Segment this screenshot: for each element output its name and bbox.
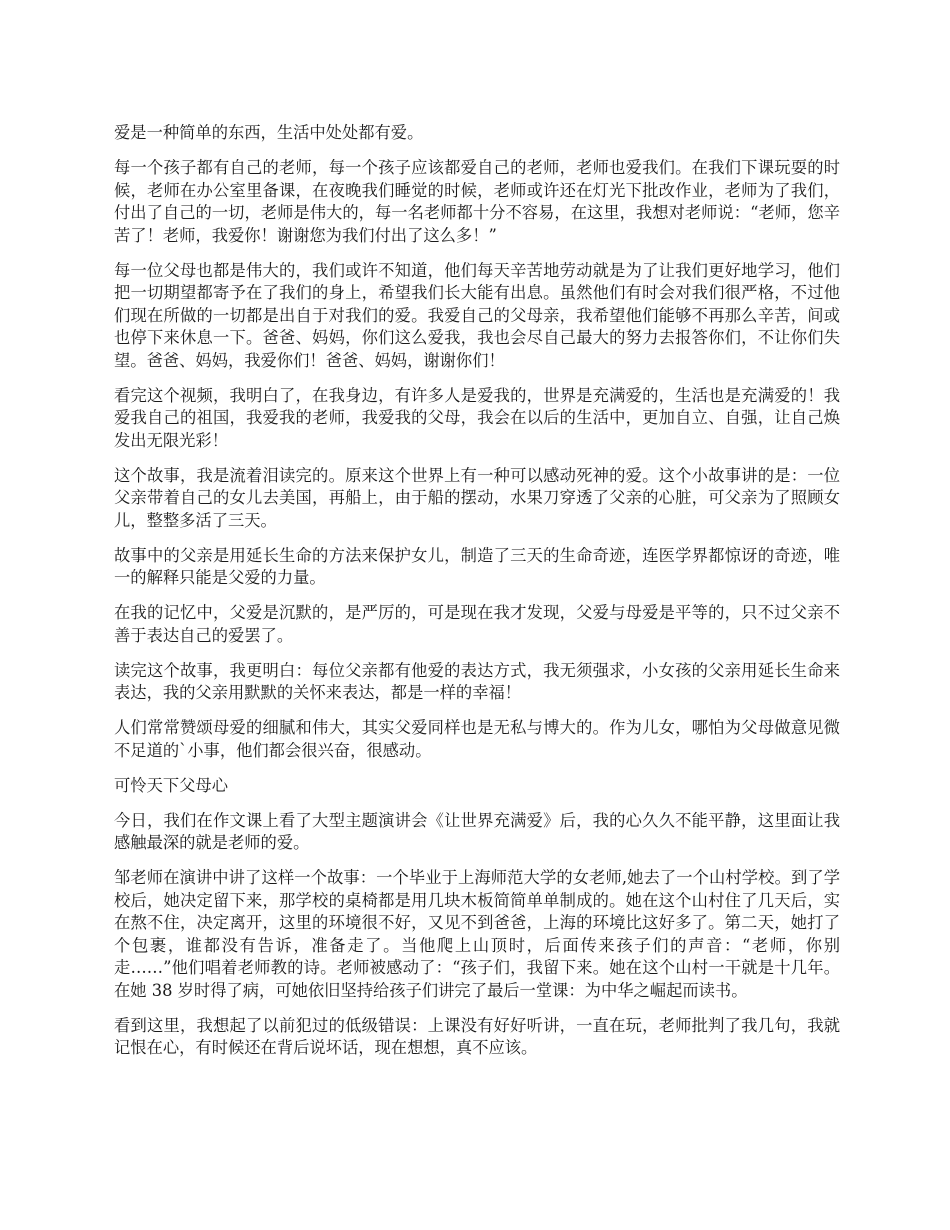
paragraph-village-teacher: 邹老师在演讲中讲了这样一个故事：一个毕业于上海师范大学的女老师,她去了一个山村学校。到了学校后，她决定留下来，那学校的桌椅都是用几块木板简简单单制成的。她在这个山村住了几天后，实在熬不住，决定离开，这里的环境很不好，又见不到爸爸，上海的环境比这好多了。第二天，她打了个包裹，谁都没有告诉，准备走了。当他爬上山顶时，后面传来孩子们的声音：“老师，你别走……”他们唱着老师教的诗。老师被感动了：“孩子们，我留下来。她在这个山村一干就是十几年。在她 38 岁时得了病，可她依旧坚持给孩子们讲完了最后一堂课：为中华之崛起而读书。 xyxy=(114,868,840,1000)
paragraph-teacher-love: 每一个孩子都有自己的老师，每一个孩子应该都爱自己的老师，老师也爱我们。在我们下课玩耍的时候，老师在办公室里备课，在夜晚我们睡觉的时候，老师或许还在灯光下批改作业，老师为了我们，付出了自己的一切，老师是伟大的，每一名老师都十分不容易，在这里，我想对老师说：“老师，您辛苦了！老师，我爱你！谢谢您为我们付出了这么多！” xyxy=(114,158,840,245)
paragraph-parents-love: 每一位父母也都是伟大的，我们或许不知道，他们每天辛苦地劳动就是为了让我们更好地学习，他们把一切期望都寄予在了我们的身上，希望我们长大能有出息。虽然他们有时会对我们很严格，不过他们现在所做的一切都是出自于对我们的爱。我爱自己的父母亲，我希望他们能够不再那么辛苦，间或也停下来休息一下。爸爸、妈妈，你们这么爱我，我也会尽自己最大的努力去报答你们，不让你们失望。爸爸、妈妈，我爱你们！爸爸、妈妈，谢谢你们！ xyxy=(114,260,840,370)
paragraph-speech: 今日，我们在作文课上看了大型主题演讲会《让世界充满爱》后，我的心久久不能平静，这里面让我感触最深的就是老师的爱。 xyxy=(114,810,840,852)
paragraph-father-praise: 人们常常赞颂母爱的细腻和伟大，其实父爱同样也是无私与博大的。作为儿女，哪怕为父母做意见微不足道的`小事，他们都会很兴奋，很感动。 xyxy=(114,718,840,760)
section-heading: 可怜天下父母心 xyxy=(114,775,228,795)
paragraph-intro: 爱是一种简单的东西，生活中处处都有爱。 xyxy=(114,123,424,142)
paragraph-miracle: 故事中的父亲是用延长生命的方法来保护女儿，制造了三天的生命奇迹，连医学界都惊讶的奇迹，唯一的解释只能是父爱的力量。 xyxy=(114,545,840,587)
paragraph-video-reflection: 看完这个视频，我明白了，在我身边，有许多人是爱我的，世界是充满爱的，生活也是充满爱的！我爱我自己的祖国，我爱我的老师，我爱我的父母，我会在以后的生活中，更加自立、自强，让自己焕发出无限光彩！ xyxy=(114,385,840,450)
paragraph-understanding: 读完这个故事，我更明白：每位父亲都有他爱的表达方式，我无须强求，小女孩的父亲用延长生命来表达，我的父亲用默默的关怀来表达，都是一样的幸福！ xyxy=(114,660,840,702)
paragraph-father-story: 这个故事，我是流着泪读完的。原来这个世界上有一种可以感动死神的爱。这个小故事讲的是：一位父亲带着自己的女儿去美国，再船上，由于船的摆动，水果刀穿透了父亲的心脏，可父亲为了照顾女儿，整整多活了三天。 xyxy=(114,465,840,530)
paragraph-regret: 看到这里，我想起了以前犯过的低级错误：上课没有好好听讲，一直在玩，老师批判了我几句，我就记恨在心，有时候还在背后说坏话，现在想想，真不应该。 xyxy=(114,1015,840,1057)
paragraph-memory: 在我的记忆中，父爱是沉默的，是严厉的，可是现在我才发现，父爱与母爱是平等的，只不过父亲不善于表达自己的爱罢了。 xyxy=(114,603,840,645)
document-body xyxy=(114,122,840,1072)
